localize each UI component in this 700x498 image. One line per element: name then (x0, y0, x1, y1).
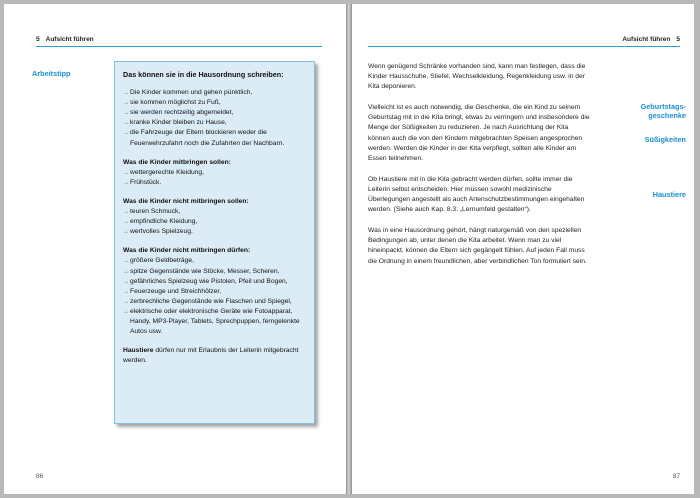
chapter-number: 5 (676, 36, 680, 43)
page-number-right: 87 (672, 473, 680, 480)
arrow-icon: → (123, 209, 129, 216)
side-label-pets: Haustiere (652, 190, 686, 199)
list-item: → teuren Schmuck, (123, 207, 308, 217)
arrow-icon: → (123, 278, 129, 285)
arrow-icon: → (123, 179, 129, 186)
list-item: → Die Kinder kommen und gehen pünktlich, (123, 88, 308, 98)
section-title-bring: Was die Kinder mitbringen sollen: (123, 158, 231, 166)
section-title-not-bring: Was die Kinder nicht mitbringen sollen: (123, 197, 249, 205)
chapter-title: Aufsicht führen (622, 36, 671, 43)
not-bring-list (123, 207, 308, 237)
left-page (4, 4, 346, 494)
pets-note-bold: Haustiere (123, 347, 154, 355)
header-rule (368, 46, 680, 47)
bring-list (123, 168, 308, 188)
paragraph-lockers: Wenn genügend Schränke vorhanden sind, kann man festlegen, dass die Kinder Hausschuhe, Stiefel, Wechselkleidung, Regenkleidung usw. in der Kita deponieren. (368, 63, 586, 91)
arrow-icon: → (123, 120, 129, 127)
box-title: Das können sie in die Hausordnung schreiben: (123, 70, 284, 79)
work-tip-box (114, 61, 315, 424)
arrow-icon: → (123, 100, 129, 107)
list-item: → Frühstück. (123, 178, 308, 188)
list-item: → Feuerzeuge und Streichhölzer, (123, 287, 308, 297)
arrow-icon: → (123, 288, 129, 295)
list-item: → die Fahrzeuge der Eltern blockieren weder die Feuerwehrzufahrt noch die Zufahrten der Nachbarn. (123, 129, 285, 147)
list-item: → wertvolles Spielzeug. (123, 227, 308, 237)
right-page (352, 4, 694, 494)
arrow-icon: → (123, 298, 129, 305)
section-title-must-not: Was die Kinder nicht mitbringen dürfen: (123, 247, 251, 255)
side-label-birthday-gifts: Geburtstags- geschenke (640, 102, 686, 120)
arrow-icon: → (123, 130, 129, 137)
list-item: → elektrische oder elektronische Geräte wie Fotoapparat, Handy, MP3-Player, Tablets, Sprechpuppen, ferngelenkte Autos usw. (123, 307, 300, 336)
arrow-icon: → (123, 308, 129, 315)
paragraph-rules: Was in eine Hausordnung gehört, hängt naturgemäß von den speziellen Bedingungen ab, unter denen die Kita arbeitet. Wenn man zu viel hineinpackt, können die Eltern sich gegängelt fühlen. Auf jeden Fall muss die Ordnung in einem freundlichen, aber verbindlichen Ton formuliert sein. (368, 227, 587, 265)
arrow-icon: → (123, 229, 129, 236)
arrow-icon: → (123, 90, 129, 97)
chapter-header-left (36, 36, 94, 43)
list-item: → kranke Kinder bleiben zu Hause, (123, 118, 308, 128)
paragraph-gifts: Vielleicht ist es auch notwendig, die Geschenke, die ein Kind zu seinem Geburtstag mit in die Kita bringt, etwas zu verringern und insbesondere die Menge der Süßigkeiten zu reduzieren. Je nach Ausrichtung der Kita können auch die von den Kindern mitgebrachten Speisen angesprochen werden. Werden die Kinder in der Kita verpflegt, sollten alle Kinder am Essen teilnehmen. (368, 104, 590, 162)
chapter-header-right (622, 36, 680, 43)
arrow-icon: → (123, 268, 129, 275)
list-item: → spitze Gegenstände wie Stöcke, Messer, Scheren, (123, 267, 308, 277)
chapter-number: 5 (36, 36, 40, 43)
list-item: → zerbrechliche Gegenstände wie Flaschen und Spiegel, (123, 297, 308, 307)
paragraph-pets: Ob Haustiere mit in die Kita gebracht werden dürfen, sollte immer die Leiterin selbst entscheiden. Hier müssen sowohl medizinische Überlegungen angestellt als auch Artenschutzbestimmungen eingehalten werden. (Siehe auch Kap. 8.3: „Lernumfeld gestalten“). (368, 175, 585, 214)
list-item: → wettergerechte Kleidung, (123, 168, 308, 178)
intro-list (123, 88, 308, 149)
must-not-list (123, 256, 308, 337)
arrow-icon: → (123, 258, 129, 265)
list-item: → sie kommen möglichst zu Fuß, (123, 98, 308, 108)
pets-note (123, 346, 308, 366)
list-item: → sie werden rechtzeitig abgemeldet, (123, 108, 308, 118)
arrow-icon: → (123, 110, 129, 117)
list-item: → empfindliche Kleidung, (123, 217, 308, 227)
arrow-icon: → (123, 219, 129, 226)
arrow-icon: → (123, 169, 129, 176)
pets-note-text: dürfen nur mit Erlaubnis der Leiterin mitgebracht werden. (123, 347, 299, 365)
chapter-title: Aufsicht führen (45, 36, 94, 43)
header-rule (36, 46, 322, 47)
side-label-sweets: Süßigkeiten (644, 135, 686, 144)
page-number-left: 86 (36, 473, 44, 480)
side-label-arbeitstipp: Arbeitstipp (32, 69, 71, 78)
body-text (368, 62, 591, 278)
list-item: → größere Geldbeträge, (123, 256, 308, 266)
list-item: → gefährliches Spielzeug wie Pistolen, Pfeil und Bogen, (123, 277, 308, 287)
